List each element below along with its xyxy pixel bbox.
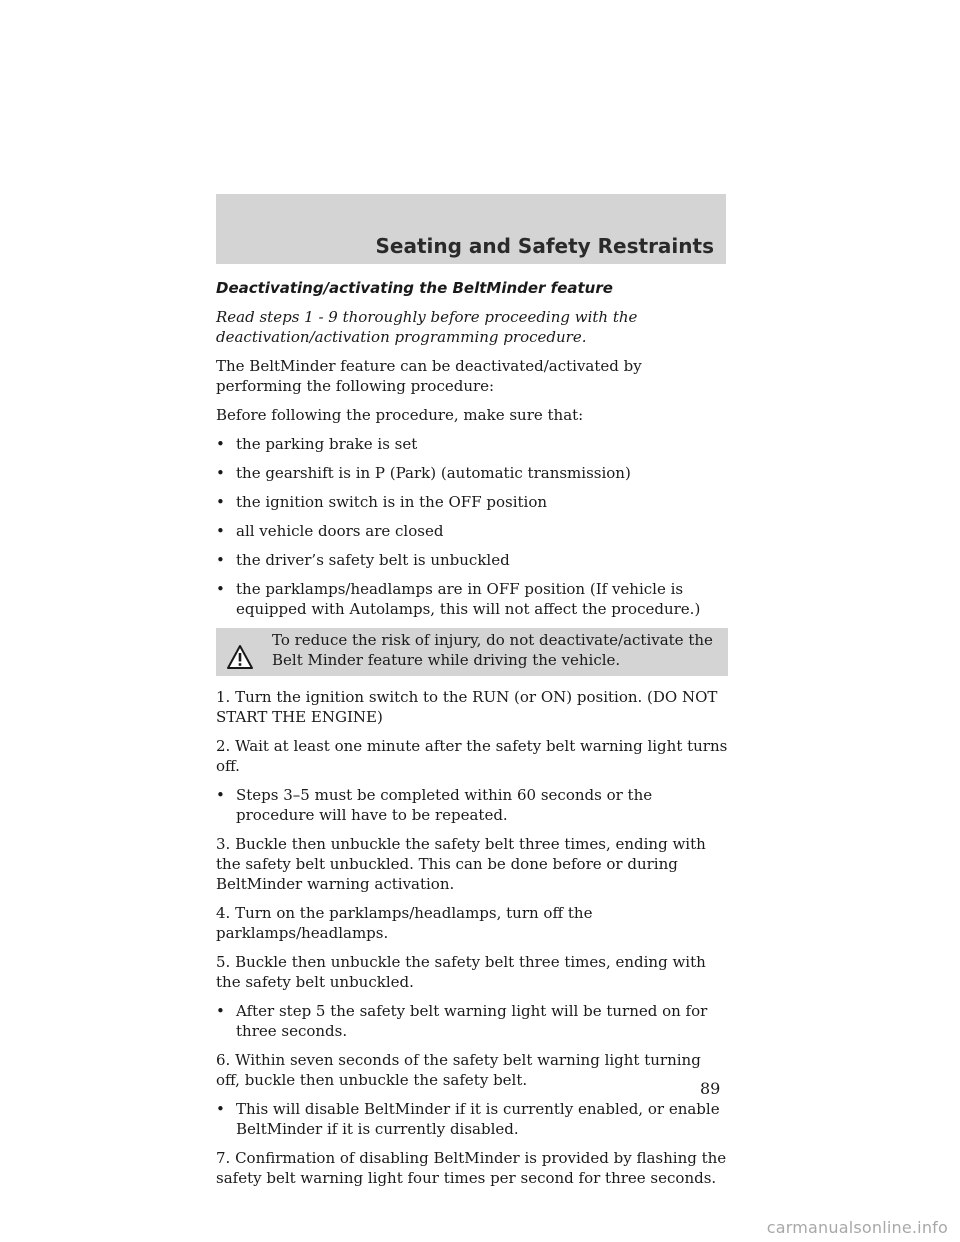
page-content [216, 278, 728, 1197]
step-5-note: • After step 5 the safety belt warning light will be turned on for three seconds. [216, 1002, 708, 1040]
warning-callout [216, 628, 728, 676]
list-item: • the gearshift is in P (Park) (automatic transmission) [216, 464, 631, 482]
list-item: • the parklamps/headlamps are in OFF position (If vehicle is equipped with Autolamps, this will not affect the procedure.) [216, 580, 701, 618]
step-7: 7. Confirmation of disabling BeltMinder is provided by flashing the safety belt warning light four times per second for three seconds. [216, 1149, 727, 1187]
subsection-heading: Deactivating/activating the BeltMinder feature [216, 279, 613, 297]
bullet-icon: • [216, 580, 225, 598]
page-number: 89 [700, 1079, 721, 1098]
bullet-icon: • [216, 1100, 225, 1118]
intro-paragraph: Read steps 1 - 9 thoroughly before proceeding with the deactivation/activation programming procedure. [216, 308, 638, 346]
body-paragraph: Before following the procedure, make sure that: [216, 406, 584, 424]
list-item: • the parking brake is set [216, 435, 418, 453]
section-header-band [216, 194, 726, 264]
step-1: 1. Turn the ignition switch to the RUN (or ON) position. (DO NOT START THE ENGINE) [216, 688, 718, 726]
step-5: 5. Buckle then unbuckle the safety belt three times, ending with the safety belt unbuckled. [216, 953, 706, 991]
body-paragraph: The BeltMinder feature can be deactivated/activated by performing the following procedure: [216, 357, 642, 395]
step-2-note: • Steps 3–5 must be completed within 60 seconds or the procedure will have to be repeated. [216, 786, 653, 824]
step-3: 3. Buckle then unbuckle the safety belt three times, ending with the safety belt unbuckled. This can be done before or during BeltMinder warning activation. [216, 835, 706, 893]
bullet-icon: • [216, 1002, 225, 1020]
step-2: 2. Wait at least one minute after the safety belt warning light turns off. [216, 737, 728, 775]
step-6: 6. Within seven seconds of the safety belt warning light turning off, buckle then unbuckle the safety belt. [216, 1051, 701, 1089]
bullet-icon: • [216, 493, 225, 511]
step-4: 4. Turn on the parklamps/headlamps, turn off the parklamps/headlamps. [216, 904, 593, 942]
section-title: Seating and Safety Restraints [375, 234, 714, 258]
bullet-icon: • [216, 435, 225, 453]
list-item: • the ignition switch is in the OFF position [216, 493, 548, 511]
bullet-icon: • [216, 786, 225, 804]
bullet-icon: • [216, 551, 225, 569]
list-item: • the driver’s safety belt is unbuckled [216, 551, 510, 569]
step-6-note: • This will disable BeltMinder if it is currently enabled, or enable BeltMinder if it is currently disabled. [216, 1100, 720, 1138]
bullet-icon: • [216, 464, 225, 482]
bullet-icon: • [216, 522, 225, 540]
precondition-list [216, 434, 728, 619]
list-item: • all vehicle doors are closed [216, 522, 444, 540]
warning-text: To reduce the risk of injury, do not deactivate/activate the Belt Minder feature while driving the vehicle. [272, 631, 713, 669]
watermark: carmanualsonline.info [766, 1218, 948, 1237]
warning-triangle-icon [226, 644, 254, 670]
